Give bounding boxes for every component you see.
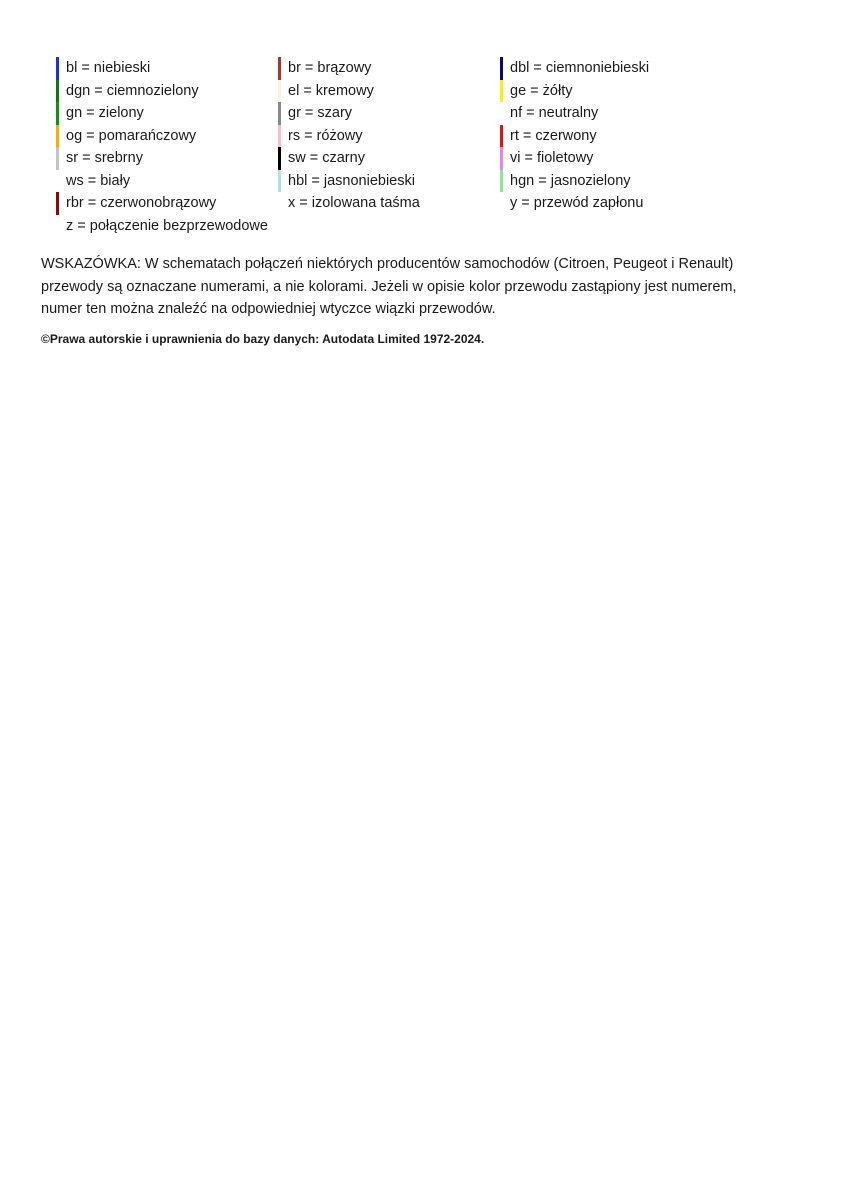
copyright-notice: ©Prawa autorskie i uprawnienia do bazy danych: Autodata Limited 1972-2024. — [41, 332, 485, 346]
legend-label: z = połączenie bezprzewodowe — [66, 217, 268, 234]
legend-label: rt = czerwony — [510, 127, 597, 144]
color-swatch-rbr — [56, 192, 59, 215]
color-swatch-sr — [56, 147, 59, 170]
legend-item-og — [56, 125, 278, 148]
color-swatch-y — [500, 192, 503, 215]
legend-item-ws — [56, 170, 278, 193]
color-swatch-bl — [56, 57, 59, 80]
color-swatch-dbl — [500, 57, 503, 80]
legend-label: hbl = jasnoniebieski — [288, 172, 415, 189]
legend-label: ws = biały — [66, 172, 131, 189]
color-swatch-vi — [500, 147, 503, 170]
color-swatch-gn — [56, 102, 59, 125]
legend-label: nf = neutralny — [510, 105, 599, 121]
color-swatch-rs — [278, 125, 281, 148]
legend-column-1 — [56, 57, 278, 237]
color-swatch-hgn — [500, 170, 503, 193]
hint-line: przewody są oznaczane numerami, a nie kolorami. Jeżeli w opisie kolor przewodu zastąpiony jest numerem, — [41, 278, 737, 295]
color-swatch-nf — [500, 102, 503, 125]
legend-item-gr — [278, 102, 500, 125]
legend-label: dgn = ciemnozielony — [66, 82, 199, 99]
legend-label: hgn = jasnozielony — [510, 172, 631, 189]
color-swatch-ge — [500, 80, 503, 103]
legend-item-vi — [500, 147, 760, 170]
legend-item-rs — [278, 125, 500, 148]
hint-line: numer ten można znaleźć na odpowiedniej wtyczce wiązki przewodów. — [41, 301, 496, 317]
legend-item-sr — [56, 147, 278, 170]
color-swatch-el — [278, 80, 281, 103]
hint-line: WSKAZÓWKA: W schematach połączeń niektórych producentów samochodów (Citroen, Peugeot i Renault) — [41, 256, 734, 272]
legend-item-nf — [500, 102, 760, 125]
legend-label: gn = zielony — [66, 105, 144, 121]
color-swatch-br — [278, 57, 281, 80]
color-swatch-ws — [56, 170, 59, 193]
legend-label: bl = niebieski — [66, 60, 151, 76]
legend-item-z — [56, 215, 278, 238]
legend-column-3 — [500, 57, 760, 237]
legend-item-br — [278, 57, 500, 80]
color-swatch-gr — [278, 102, 281, 125]
legend-label: rs = różowy — [288, 127, 363, 144]
legend-item-hgn — [500, 170, 760, 193]
legend-item-gn — [56, 102, 278, 125]
legend-label: og = pomarańczowy — [66, 127, 197, 144]
color-swatch-x — [278, 192, 281, 215]
legend-item-sw — [278, 147, 500, 170]
color-swatch-hbl — [278, 170, 281, 193]
legend-label: sr = srebrny — [66, 150, 143, 166]
legend-label: dbl = ciemnoniebieski — [510, 60, 650, 76]
legend-label: vi = fioletowy — [510, 150, 594, 166]
legend-label: rbr = czerwonobrązowy — [66, 195, 217, 211]
legend-item-hbl — [278, 170, 500, 193]
legend-label: sw = czarny — [288, 150, 365, 166]
legend-item-dgn — [56, 80, 278, 103]
legend-label: y = przewód zapłonu — [510, 195, 644, 211]
color-swatch-dgn — [56, 80, 59, 103]
legend-label: ge = żółty — [510, 82, 573, 99]
color-swatch-rt — [500, 125, 503, 148]
legend-item-el — [278, 80, 500, 103]
legend-item-rbr — [56, 192, 278, 215]
legend-column-2 — [278, 57, 500, 237]
wire-color-legend — [56, 57, 760, 237]
legend-item-dbl — [500, 57, 760, 80]
legend-item-ge — [500, 80, 760, 103]
legend-item-x — [278, 192, 500, 215]
legend-label: x = izolowana taśma — [288, 195, 420, 211]
color-swatch-sw — [278, 147, 281, 170]
legend-label: el = kremowy — [288, 82, 374, 99]
legend-item-bl — [56, 57, 278, 80]
legend-item-y — [500, 192, 760, 215]
legend-label: gr = szary — [288, 105, 353, 121]
legend-item-rt — [500, 125, 760, 148]
color-swatch-z — [56, 215, 59, 238]
legend-label: br = brązowy — [288, 60, 372, 76]
hint-paragraph — [41, 253, 781, 321]
color-swatch-og — [56, 125, 59, 148]
